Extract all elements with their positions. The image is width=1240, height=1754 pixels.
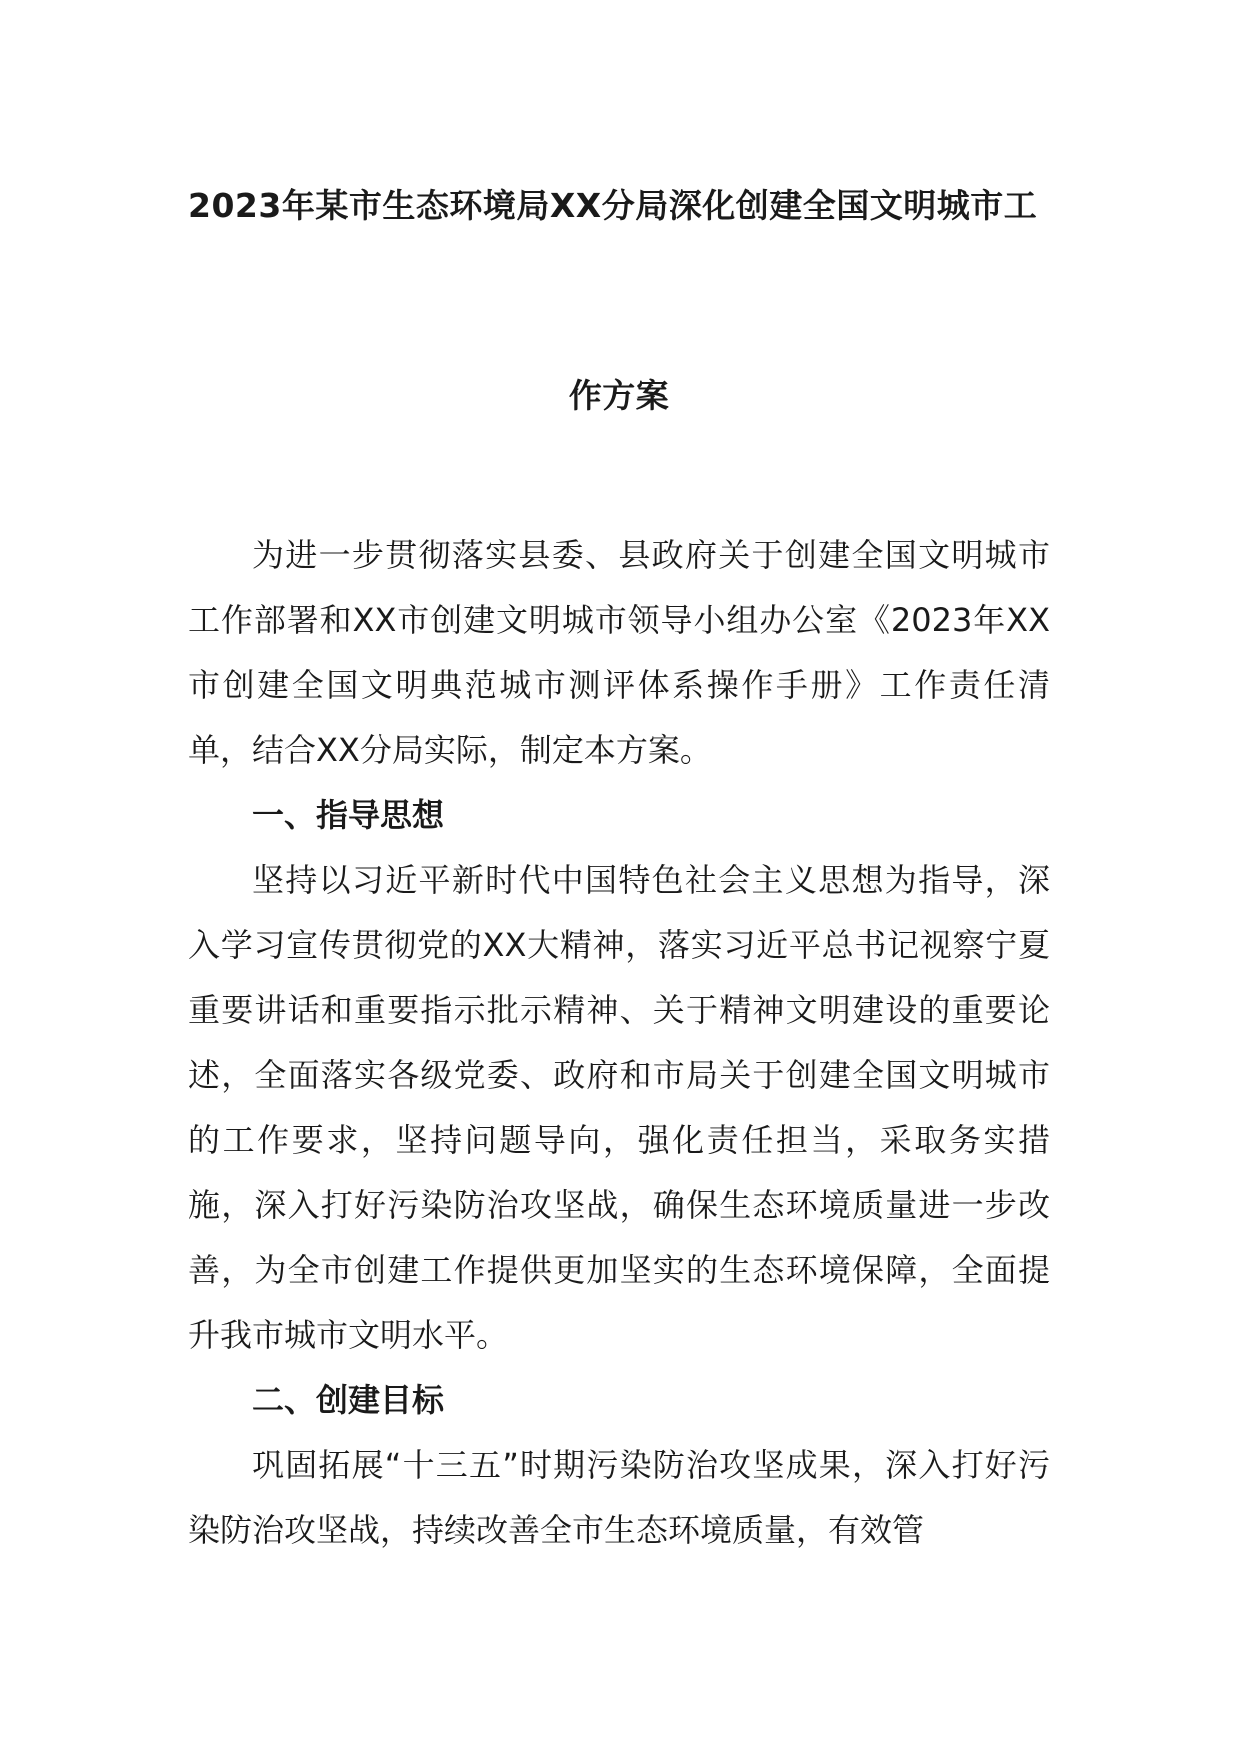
- document-body: [188, 523, 1050, 1563]
- section1-heading: 一、指导思想: [252, 796, 445, 834]
- intro-paragraph: 为进一步贯彻落实县委、县政府关于创建全国文明城市工作部署和XX市创建文明城市领导小组办公室《2023年XX市创建全国文明典范城市测评体系操作手册》工作责任清单，结合XX分局实际，制定本方案。: [188, 536, 1050, 769]
- section2-heading: 二、创建目标: [252, 1381, 445, 1419]
- document-title-line2: 作方案: [568, 376, 670, 415]
- section1-paragraph: 坚持以习近平新时代中国特色社会主义思想为指导，深入学习宣传贯彻党的XX大精神，落实习近平总书记视察宁夏重要讲话和重要指示批示精神、关于精神文明建设的重要论述，全面落实各级党委、政府和市局关于创建全国文明城市的工作要求，坚持问题导向，强化责任担当，采取务实措施，深入打好污染防治攻坚战，确保生态环境质量进一步改善，为全市创建工作提供更加坚实的生态环境保障，全面提升我市城市文明水平。: [188, 861, 1050, 1354]
- section2-paragraph: 巩固拓展“十三五”时期污染防治攻坚成果，深入打好污染防治攻坚战，持续改善全市生态环境质量，有效管: [188, 1446, 1050, 1549]
- document-title-line1: 2023年某市生态环境局XX分局深化创建全国文明城市工: [188, 186, 1038, 225]
